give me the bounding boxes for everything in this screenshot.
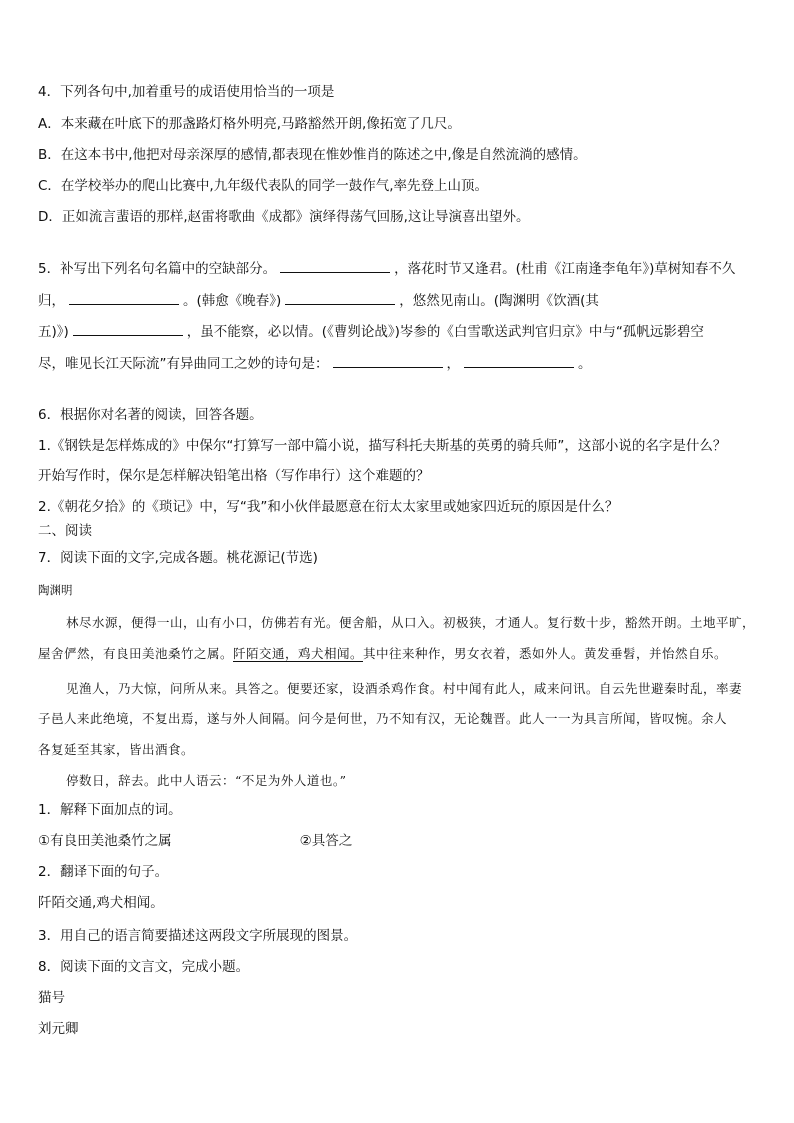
q4-stem: 4．下列各句中,加着重号的成语使用恰当的一项是 (38, 84, 335, 100)
q8-title: 猫号 (38, 990, 65, 1006)
q5-text: 五)》) (38, 324, 69, 340)
q5-stem: 5．补写出下列名句名篇中的空缺部分。 (38, 261, 277, 277)
q4-option-d: D．正如流言蜚语的那样,赵雷将歌曲《成都》演绎得荡气回肠,这让导演喜出望外。 (38, 209, 530, 225)
q7-sub2-text: 阡陌交通,鸡犬相闻。 (38, 895, 164, 911)
q4-option-c: C．在学校举办的爬山比赛中,九年级代表队的同学一鼓作气,率先登上山顶。 (38, 178, 489, 194)
answer-blank[interactable] (69, 292, 179, 305)
q6-sub2: 2.《朝花夕拾》的《琐记》中，写“我”和小伙伴最愿意在衍太太家里或她家四近玩的原因是什么？ (38, 499, 619, 515)
q5-line-4 (38, 355, 770, 373)
q7-sub1-item-1: ①有良田美池桑竹之属 (38, 833, 172, 849)
q5-line-1 (38, 260, 770, 278)
passage-line: 停数日，辞去。此中人语云：“不足为外人道也。” (66, 773, 347, 788)
q6-sub1-line2: 开始写作时，保尔是怎样解决铅笔出格（写作串行）这个难题的？ (38, 468, 430, 484)
section-heading: 二、阅读 (38, 523, 92, 539)
q7-sub2: 2．翻译下面的句子。 (38, 864, 169, 880)
q7-sub1-items (38, 832, 770, 850)
q5-text: ， (446, 356, 460, 372)
q5-text: 。(韩愈《晚春》) (183, 293, 282, 309)
passage-line: 子邑人来此绝境，不复出焉，遂与外人间隔。问今是何世，乃不知有汉，无论魏晋。此人一一为具言所闻，皆叹惋。余人 (38, 711, 728, 726)
underlined-sentence: 阡陌交通，鸡犬相闻。 (233, 646, 364, 661)
q4-option-b: B．在这本书中,他把对母亲深厚的感情,都表现在惟妙惟肖的陈述之中,像是自然流淌的感情。 (38, 147, 587, 163)
q5-text: 归， (38, 293, 65, 309)
q5-line-2 (38, 292, 770, 310)
passage-line (38, 645, 770, 663)
q5-text: 尽，唯见长江天际流”有异曲同工之妙的诗句是： (38, 356, 329, 372)
q7-author: 陶渊明 (38, 583, 73, 597)
answer-blank[interactable] (285, 292, 395, 305)
q5-text: ，落花时节又逢君。(杜甫《江南逢李龟年》)草树知春不久 (394, 261, 736, 277)
q4-option-a: A．本来藏在叶底下的那盏路灯格外明亮,马路豁然开朗,像拓宽了几尺。 (38, 116, 461, 132)
q5-line-3 (38, 323, 770, 341)
q6-stem: 6．根据你对名著的阅读，回答各题。 (38, 407, 263, 423)
passage-line: 林尽水源，便得一山，山有小口，仿佛若有光。便舍船，从口入。初极狭，才通人。复行数十步，豁然开朗。土地平旷， (66, 615, 756, 630)
q7-sub3: 3．用自己的语言简要描述这两段文字所展现的图景。 (38, 928, 358, 944)
passage-line: 见渔人，乃大惊，问所从来。具答之。便要还家，设酒杀鸡作食。村中闻有此人，咸来问讯。自云先世避秦时乱，率妻 (66, 681, 743, 696)
q7-sub1-item-2: ②具答之 (299, 833, 353, 849)
passage-text: 屋舍俨然，有良田美池桑竹之属。 (38, 646, 234, 661)
answer-blank[interactable] (280, 260, 390, 273)
q8-author: 刘元卿 (38, 1021, 79, 1037)
q7-stem: 7．阅读下面的文字,完成各题。桃花源记(节选) (38, 550, 318, 566)
passage-text: 其中往来种作，男女衣着，悉如外人。黄发垂髫，并怡然自乐。 (363, 646, 728, 661)
q5-text: ，悠然见南山。(陶渊明《饮酒(其 (399, 293, 599, 309)
answer-blank[interactable] (464, 355, 574, 368)
answer-blank[interactable] (333, 355, 443, 368)
passage-line: 各复延至其家，皆出酒食。 (38, 742, 195, 757)
q8-stem: 8．阅读下面的文言文，完成小题。 (38, 959, 250, 975)
answer-blank[interactable] (73, 323, 183, 336)
q6-sub1-line1: 1.《钢铁是怎样炼成的》中保尔“打算写一部中篇小说，描写科托夫斯基的英勇的骑兵师”，这部小说的名字是什么？ (38, 438, 727, 454)
q5-text: 。 (578, 356, 592, 372)
q5-text: ，虽不能察，必以情。(《曹刿论战》)岑参的《白雪歌送武判官归京》中与“孤帆远影碧空 (186, 324, 704, 340)
q7-sub1: 1．解释下面加点的词。 (38, 802, 182, 818)
